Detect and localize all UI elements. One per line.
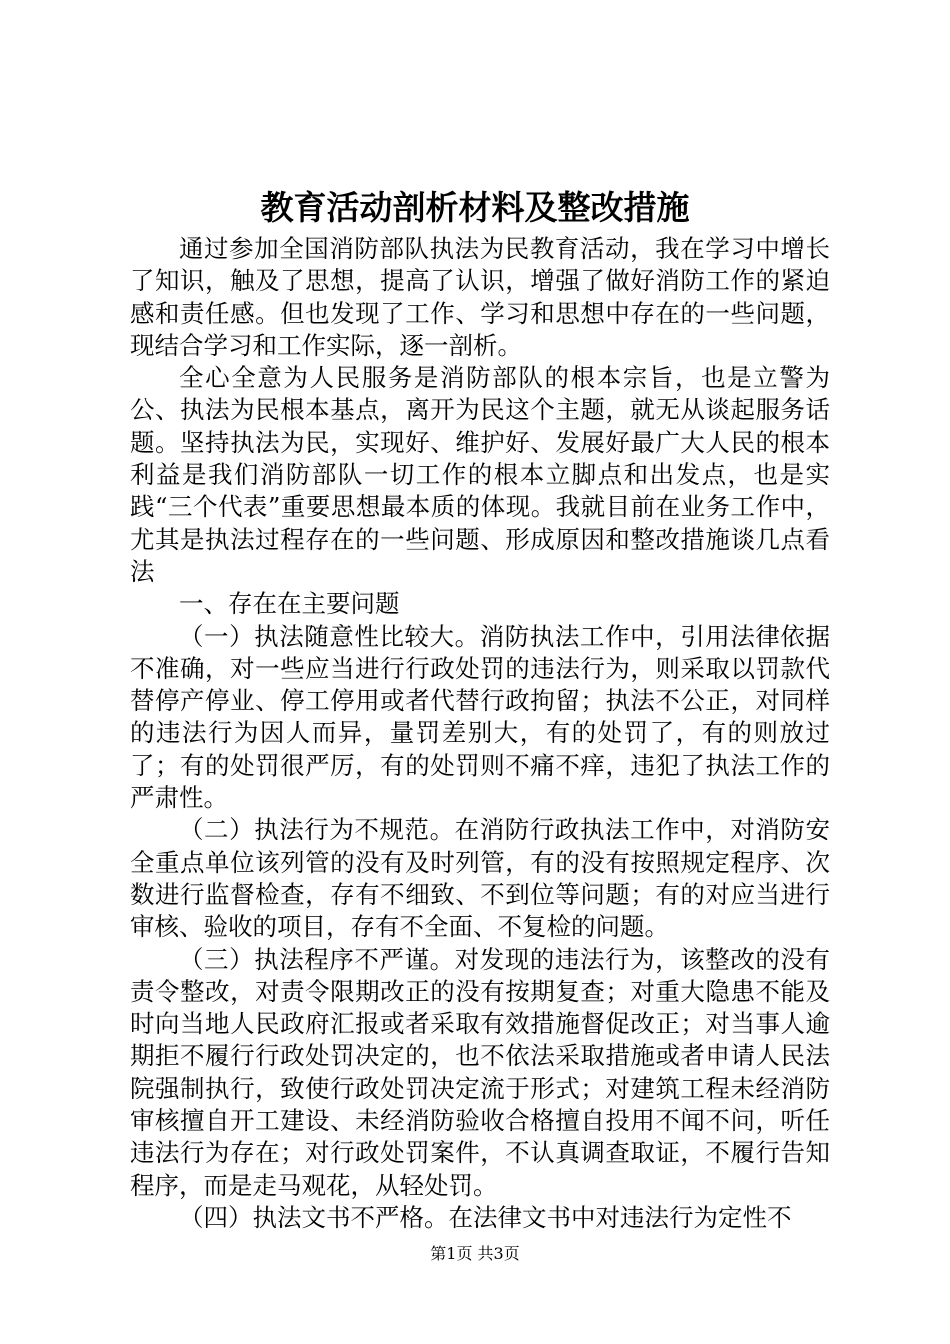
page-footer: 第1页 共3页 [430,1244,520,1263]
paragraph-problem-4: （四）执法文书不严格。在法律文书中对违法行为定性不 [179,1202,792,1232]
paragraph-problem-1: （一）执法随意性比较大。消防执法工作中，引用法律依据不准确，对一些应当进行行政处罚的违法行为，则采取以罚款代替停产停业、停工停用或者代替行政拘留；执法不公正，对同样的违法行为因人而异，量罚差别大，有的处罚了，有的则放过了；有的处罚很严厉，有的处罚则不痛不痒，违犯了执法工作的严肃性。 [130,621,830,813]
paragraph-purpose: 全心全意为人民服务是消防部队的根本宗旨，也是立警为公、执法为民根本基点，离开为民这个主题，就无从谈起服务话题。坚持执法为民，实现好、维护好、发展好最广大人民的根本利益是我们消防部队一切工作的根本立脚点和出发点，也是实践“三个代表”重要思想最本质的体现。我就目前在业务工作中，尤其是执法过程存在的一些问题、形成原因和整改措施谈几点看法 [130,363,830,586]
paragraph-intro: 通过参加全国消防部队执法为民教育活动，我在学习中增长了知识，触及了思想，提高了认识，增强了做好消防工作的紧迫感和责任感。但也发现了工作、学习和思想中存在的一些问题，现结合学习和工作实际，逐一剖析。 [130,234,830,360]
document-title: 教育活动剖析材料及整改措施 [260,188,690,227]
paragraph-problem-2: （二）执法行为不规范。在消防行政执法工作中，对消防安全重点单位该列管的没有及时列管，有的没有按照规定程序、次数进行监督检查，存有不细致、不到位等问题；有的对应当进行审核、验收的项目，存有不全面、不复检的问题。 [130,815,830,942]
paragraph-problem-3: （三）执法程序不严谨。对发现的违法行为，该整改的没有责令整改，对责令限期改正的没有按期复查；对重大隐患不能及时向当地人民政府汇报或者采取有效措施督促改正；对当事人逾期拒不履行行政处罚决定的，也不依法采取措施或者申请人民法院强制执行，致使行政处罚决定流于形式；对建筑工程未经消防审核擅自开工建设、未经消防验收合格擅自投用不闻不问，听任违法行为存在；对行政处罚案件，不认真调查取证，不履行告知程序，而是走马观花，从轻处罚。 [130,944,830,1200]
document-body [130,233,830,1234]
section-heading-problems: 一、存在在主要问题 [179,589,400,619]
